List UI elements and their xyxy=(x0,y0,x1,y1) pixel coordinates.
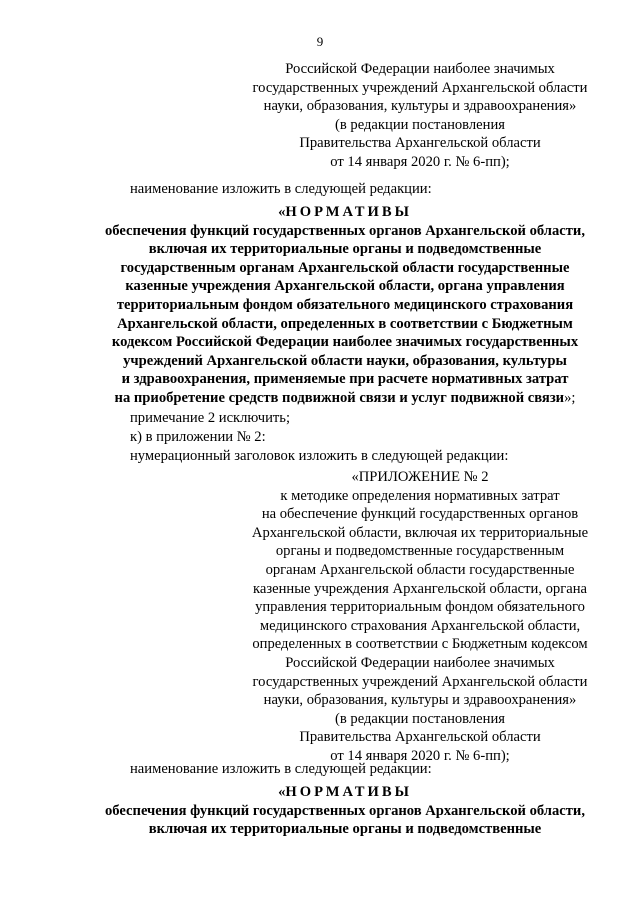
open-quote: « xyxy=(278,204,286,220)
appendix-line: государственных учреждений Архангельской области xyxy=(252,673,588,690)
title-line: учреждений Архангельской области науки, образования, культуры xyxy=(123,352,567,369)
norms-title-block-2 xyxy=(50,783,640,839)
title-line: государственным органам Архангельской области государственные xyxy=(120,259,570,276)
title-line-2: обеспечения функций государственных органов Архангельской области, xyxy=(105,802,585,819)
appendix-line: «ПРИЛОЖЕНИЕ № 2 xyxy=(351,469,489,485)
appendix-line: Российской Федерации наиболее значимых xyxy=(285,654,555,671)
reference-line: Правительства Архангельской области xyxy=(299,135,541,152)
page-number: 9 xyxy=(316,34,324,49)
appendix-line: к методике определения нормативных затрат xyxy=(280,487,560,504)
title-line xyxy=(50,389,640,408)
appendix-line: науки, образования, культуры и здравоохранения» xyxy=(263,692,577,709)
title-line: обеспечения функций государственных органов Архангельской области, xyxy=(105,222,585,239)
heading-word-2: НОРМАТИВЫ xyxy=(285,784,412,800)
appendix-line: органы и подведомственные государственным xyxy=(275,543,565,560)
title-line: кодексом Российской Федерации наиболее значимых государственных xyxy=(111,334,579,351)
appendix-line: от 14 января 2020 г. № 6-пп); xyxy=(330,747,510,764)
instruction-paragraph: наименование изложить в следующей редакции: xyxy=(130,181,432,197)
open-quote-2: « xyxy=(278,784,286,800)
title-line: казенные учреждения Архангельской области, органа управления xyxy=(125,278,565,295)
reference-line: от 14 января 2020 г. № 6-пп); xyxy=(330,153,510,170)
appendix-line: медицинского страхования Архангельской области, xyxy=(259,617,581,634)
appendix-line: управления территориальным фондом обязательного xyxy=(255,599,585,616)
reference-line: государственных учреждений Архангельской области xyxy=(252,79,588,96)
instruction-paragraph-2: наименование изложить в следующей редакции: xyxy=(130,761,432,777)
appendix-line: на обеспечение функций государственных органов xyxy=(261,506,579,523)
appendix-line: определенных в соответствии с Бюджетным кодексом xyxy=(252,636,588,653)
title-line: включая их территориальные органы и подведомственные xyxy=(148,241,542,258)
heading-instruction: нумерационный заголовок изложить в следующей редакции: xyxy=(130,448,509,464)
appendix-line: Архангельской области, включая их территориальные xyxy=(251,524,589,541)
top-reference-block xyxy=(230,60,610,172)
title-last-line: на приобретение средств подвижной связи и услуг подвижной связи xyxy=(114,389,565,406)
appendix-reference-block xyxy=(230,468,610,766)
note-item: примечание 2 исключить; xyxy=(130,410,291,426)
reference-line: Российской Федерации наиболее значимых xyxy=(285,61,555,77)
reference-line: науки, образования, культуры и здравоохранения» xyxy=(263,98,577,115)
title-line: территориальным фондом обязательного медицинского страхования xyxy=(116,296,574,313)
title-heading-2 xyxy=(50,783,640,802)
subitem-k: к) в приложении № 2: xyxy=(130,429,266,445)
title-line: Архангельской области, определенных в соответствии с Бюджетным xyxy=(117,315,573,332)
close-quote: »; xyxy=(564,389,576,406)
appendix-line: Правительства Архангельской области xyxy=(299,729,541,746)
title-line: и здравоохранения, применяемые при расчете нормативных затрат xyxy=(121,371,569,388)
appendix-line: (в редакции постановления xyxy=(335,710,505,727)
appendix-line: органам Архангельской области государственные xyxy=(265,561,575,578)
title-heading xyxy=(50,203,640,222)
heading-word: НОРМАТИВЫ xyxy=(285,204,412,220)
reference-line: (в редакции постановления xyxy=(335,116,505,133)
appendix-line: казенные учреждения Архангельской области, органа xyxy=(253,580,587,597)
title-line-2: включая их территориальные органы и подведомственные xyxy=(148,821,542,838)
norms-title-block xyxy=(50,203,640,408)
